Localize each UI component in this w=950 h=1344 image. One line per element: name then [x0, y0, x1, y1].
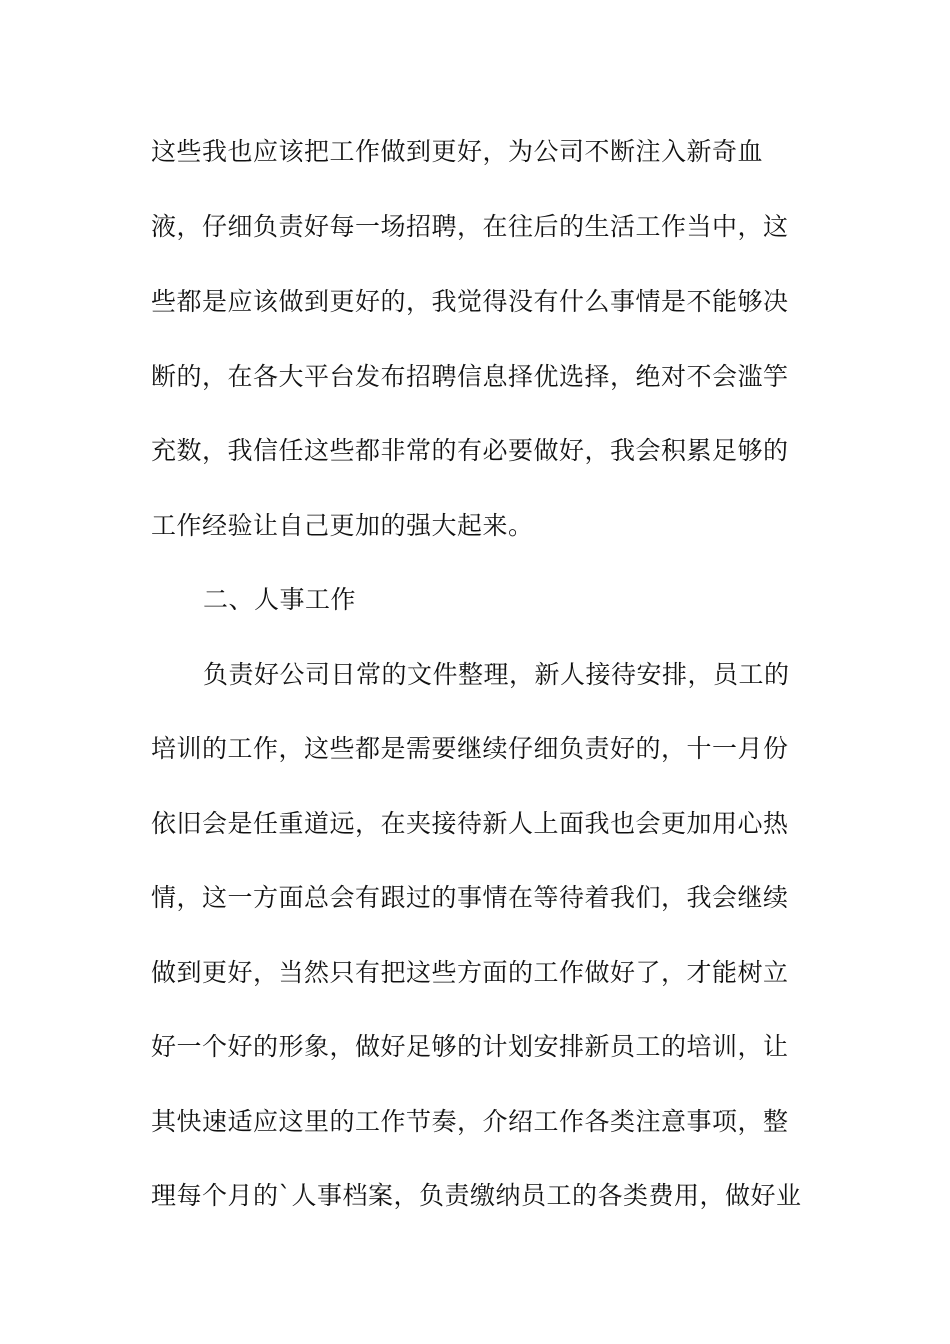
text-line: 断的，在各大平台发布招聘信息择优选择，绝对不会滥竽: [151, 362, 789, 391]
text-line: 其快速适应这里的工作节奏，介绍工作各类注意事项，整: [151, 1107, 789, 1136]
text-line: 些都是应该做到更好的，我觉得没有什么事情是不能够决: [151, 287, 789, 316]
text-line: 情，这一方面总会有跟过的事情在等待着我们，我会继续: [151, 883, 789, 912]
text-line: 好一个好的形象，做好足够的计划安排新员工的培训，让: [151, 1032, 789, 1061]
text-line: 依旧会是任重道远，在夹接待新人上面我也会更加用心热: [151, 809, 789, 838]
text-line: 这些我也应该把工作做到更好，为公司不断注入新奇血: [151, 137, 764, 166]
section-heading: 二、人事工作: [203, 585, 357, 614]
text-line: 做到更好，当然只有把这些方面的工作做好了，才能树立: [151, 958, 789, 987]
text-line: 培训的工作，这些都是需要继续仔细负责好的，十一月份: [151, 734, 789, 763]
text-line: 工作经验让自己更加的强大起来。: [151, 511, 534, 540]
text-line: 理每个月的`人事档案，负责缴纳员工的各类费用，做好业: [151, 1181, 802, 1210]
text-line: 液，仔细负责好每一场招聘，在往后的生活工作当中，这: [151, 212, 789, 241]
paragraph-first-line: 负责好公司日常的文件整理，新人接待安排，员工的: [203, 660, 790, 689]
text-line: 充数，我信任这些都非常的有必要做好，我会积累足够的: [151, 436, 789, 465]
